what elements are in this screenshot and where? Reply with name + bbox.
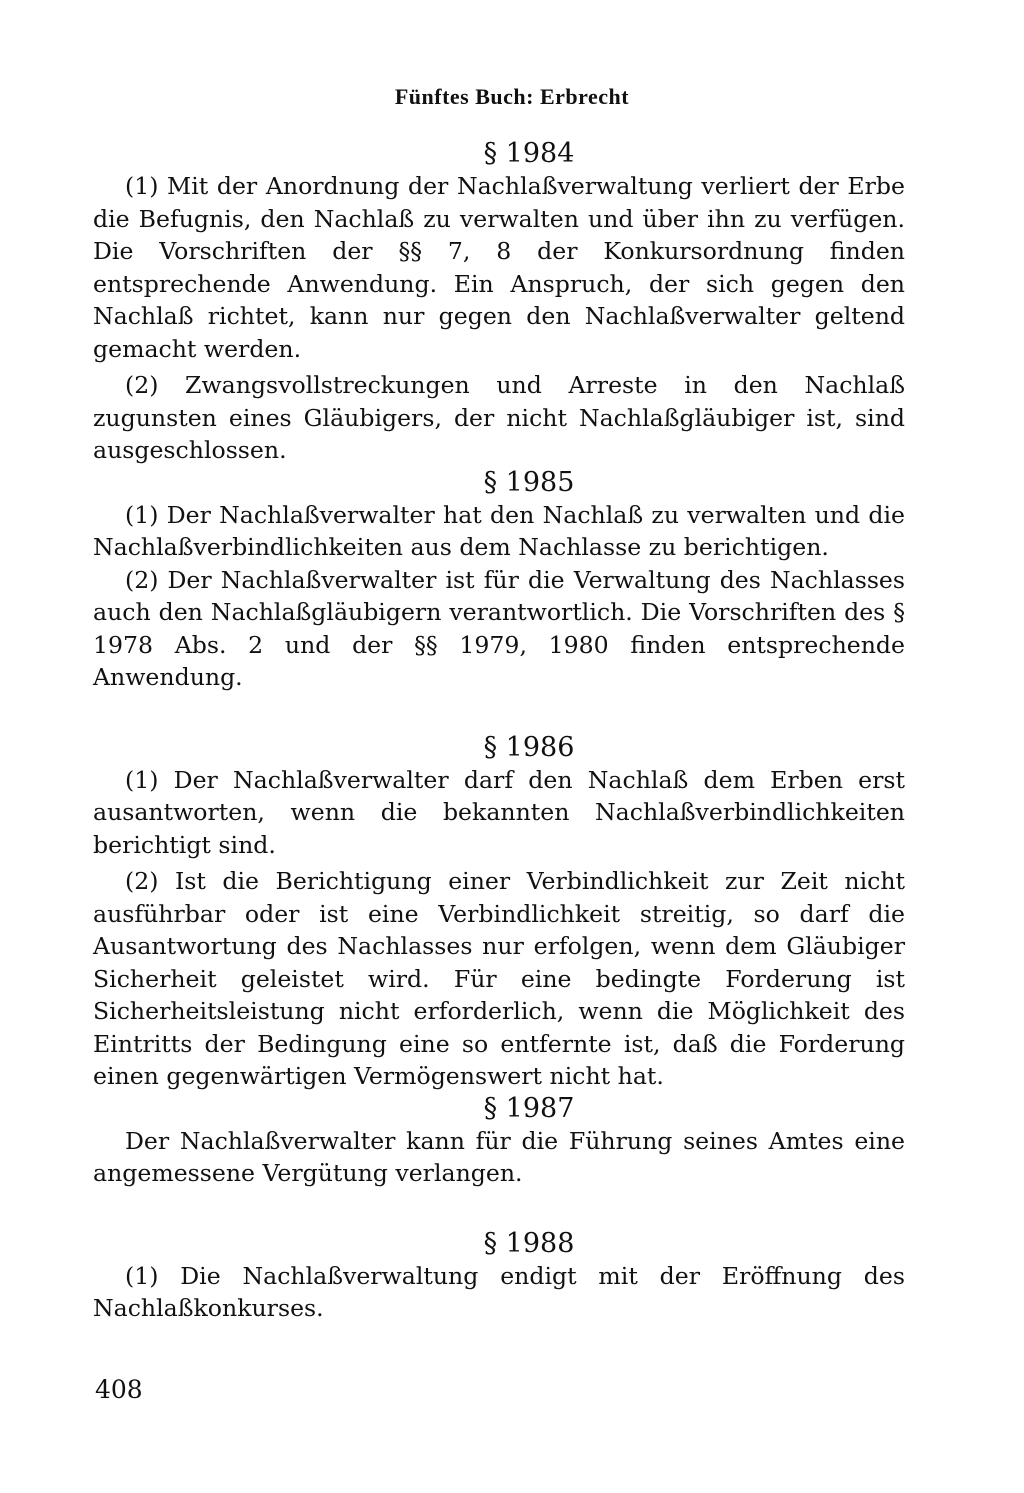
section-heading-1984: § 1984 <box>483 138 575 169</box>
section-heading-1985: § 1985 <box>483 466 575 498</box>
section-heading-1986: § 1986 <box>483 731 575 763</box>
section-heading-1987: § 1987 <box>483 1092 575 1124</box>
paragraph-1987: Der Nachlaßverwalter kann für die Führung seines Amtes eine angemessene Vergütung verlangen. <box>93 1126 905 1187</box>
paragraph-1985-1: (1) Der Nachlaßverwalter hat den Nachlaß zu verwalten und die Nachlaßverbindlichkeiten aus dem Nachlasse zu berichtigen. <box>93 500 905 561</box>
page-number: 408 <box>95 1375 143 1404</box>
paragraph-1986-1: (1) Der Nachlaßverwalter darf den Nachlaß dem Erben erst ausantworten, wenn die bekannten Nachlaßverbindlichkeiten berichtigt sind. <box>93 765 905 859</box>
section-heading-1988: § 1988 <box>483 1227 575 1259</box>
paragraph-1984-1: (1) Mit der Anordnung der Nachlaßverwaltung verliert der Erbe die Befugnis, den Nachlaß zu verwalten und über ihn zu verfügen. Die Vorschriften der §§ 7, 8 der Konkursordnung finden entsprechende Anwendung. Ein Anspruch, der sich gegen den Nachlaß richtet, kann nur gegen den Nachlaßverwalter geltend gemacht werden. <box>93 172 905 363</box>
paragraph-1988-1: (1) Die Nachlaßverwaltung endigt mit der Eröffnung des Nachlaßkonkurses. <box>93 1261 905 1322</box>
paragraph-1986-2: (2) Ist die Berichtigung einer Verbindlichkeit zur Zeit nicht ausführbar oder ist eine Verbindlichkeit streitig, so darf die Ausantwortung des Nachlasses nur erfolgen, wenn dem Gläubiger Sicherheit geleistet wird. Für eine bedingte Forderung ist Sicherheitsleistung nicht erforderlich, wenn die Möglichkeit des Eintritts der Bedingung eine so entfernte ist, daß die Forderung einen gegenwärtigen Vermögenswert nicht hat. <box>93 867 905 1090</box>
paragraph-1985-2: (2) Der Nachlaßverwalter ist für die Verwaltung des Nachlasses auch den Nachlaßgläubigern verantwortlich. Die Vorschriften des § 1978 Abs. 2 und der §§ 1979, 1980 finden entsprechende Anwendung. <box>93 565 905 691</box>
running-head: Fünftes Buch: Erbrecht <box>394 84 630 109</box>
body-text <box>93 138 905 1325</box>
paragraph-1984-2: (2) Zwangsvollstreckungen und Arreste in den Nachlaß zugunsten eines Gläubigers, der nicht Nachlaßgläubiger ist, sind ausgeschlossen. <box>93 371 905 464</box>
